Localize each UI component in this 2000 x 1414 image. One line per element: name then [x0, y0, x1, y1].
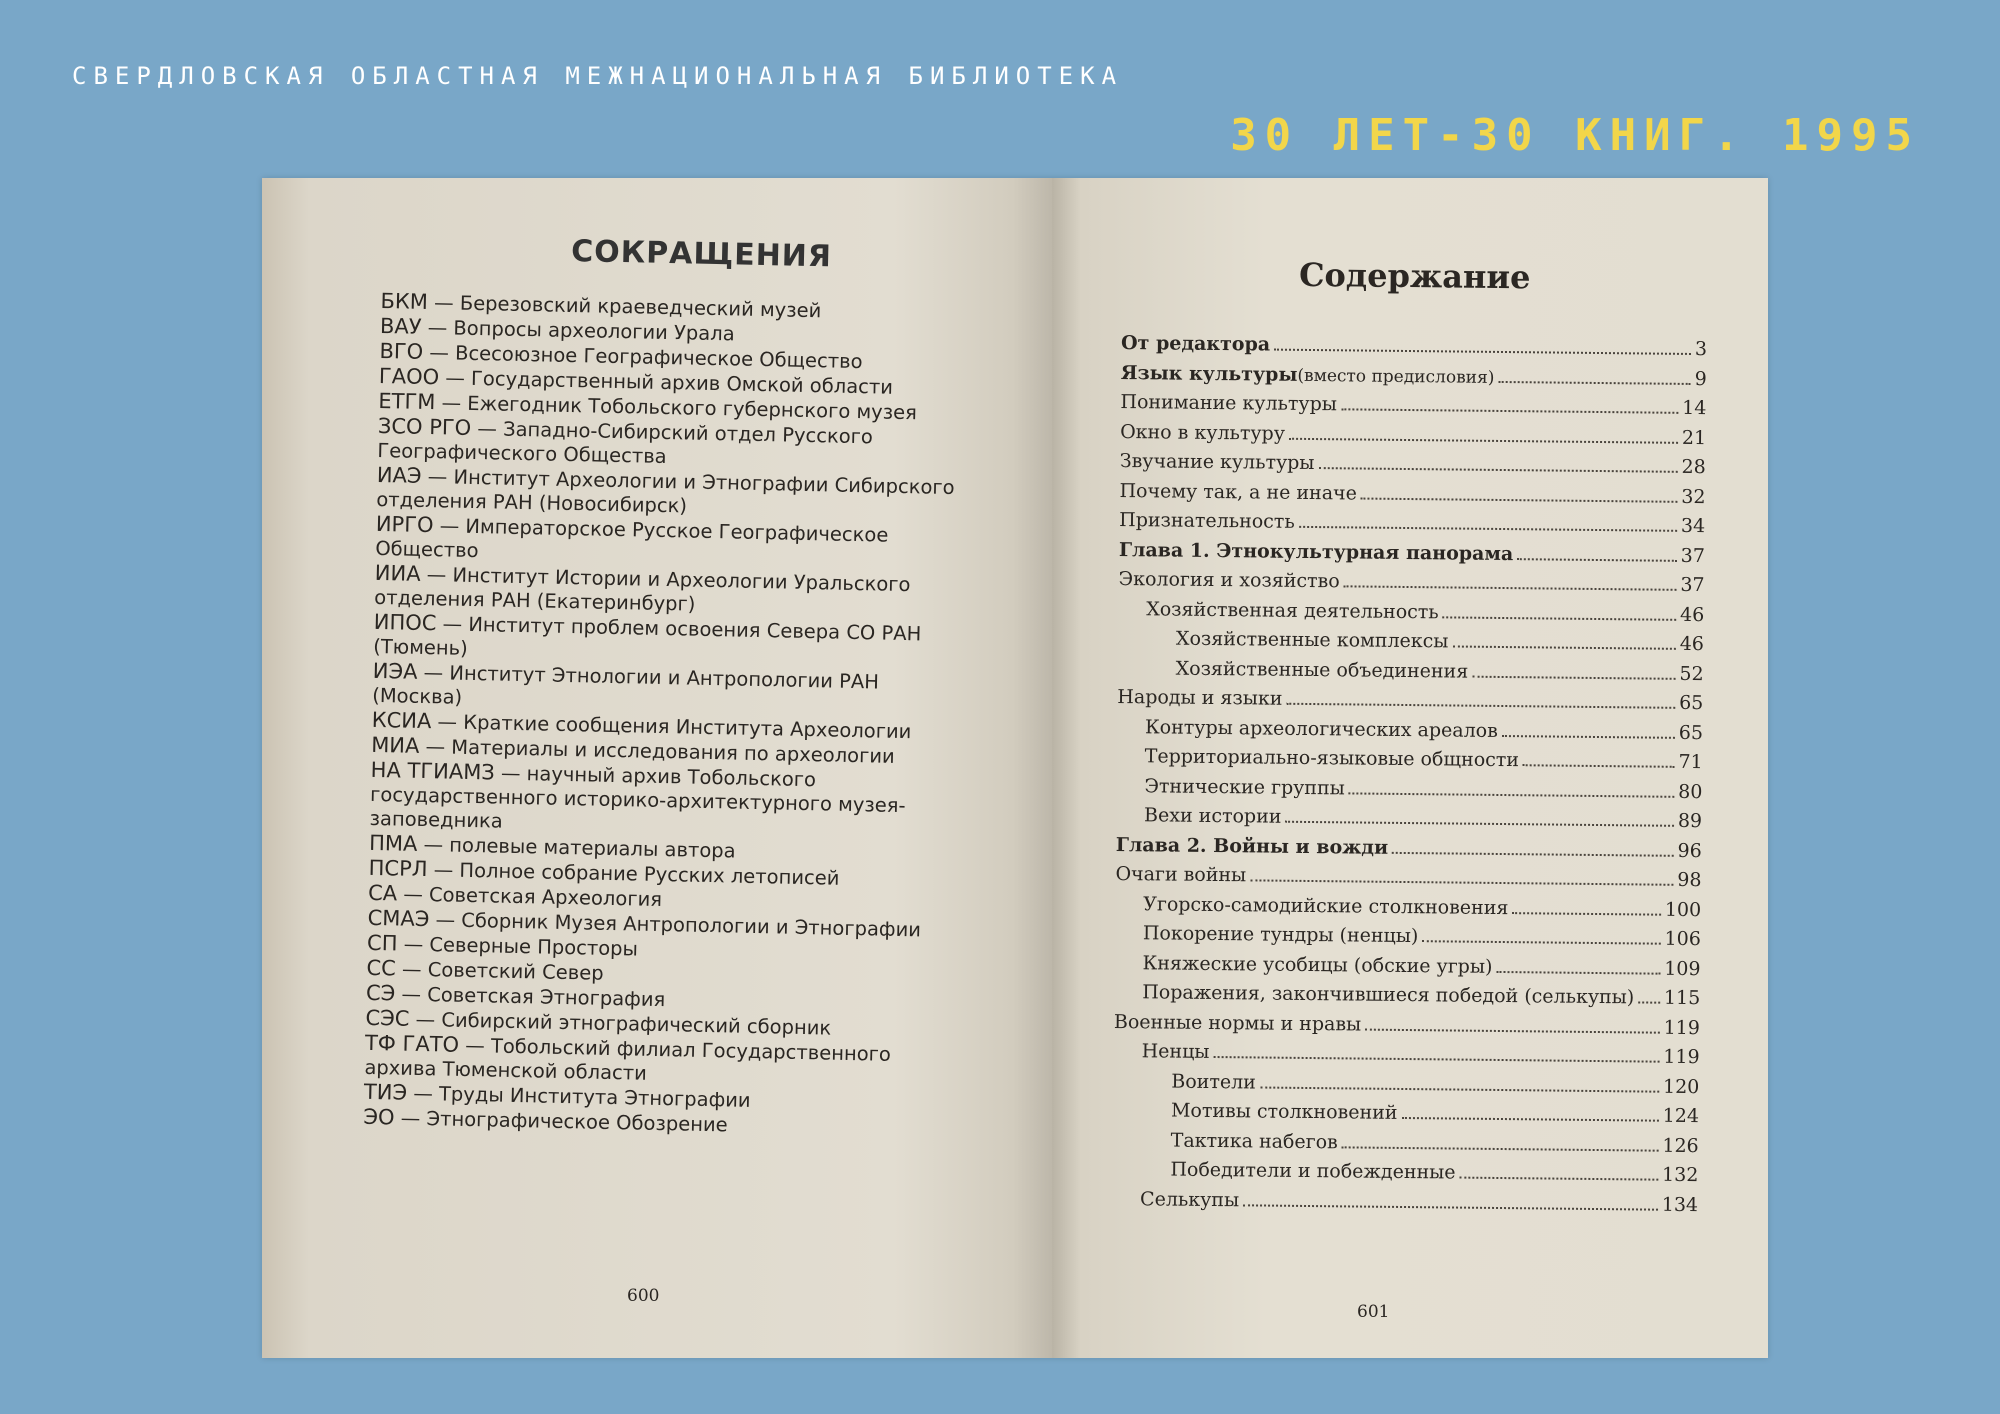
toc-leader-dots	[1392, 851, 1673, 856]
toc-entry-page: 124	[1662, 1104, 1700, 1128]
abbreviation-code: ИИА	[374, 560, 421, 586]
toc-entry-title: Язык культуры	[1120, 361, 1298, 386]
toc-entry-title: Глава 1. Этнокультурная панорама	[1118, 538, 1514, 565]
toc-entry-page: 115	[1663, 986, 1701, 1010]
abbreviation-code: ИПОС	[373, 609, 437, 636]
toc-leader-dots	[1213, 1056, 1659, 1063]
abbreviation-text: — Западно-Сибирский отдел Русского Географического Общества	[377, 417, 874, 469]
abbreviation-text: — Институт Истории и Археологии Уральского отделения РАН (Екатеринбург)	[374, 563, 911, 616]
toc-leader-dots	[1250, 879, 1673, 885]
abbreviations-title: СОКРАЩЕНИЯ	[570, 233, 833, 275]
abbreviation-code: МИА	[370, 732, 420, 758]
toc-entry-page: 65	[1678, 721, 1704, 744]
toc-entry-page: 65	[1679, 691, 1704, 715]
abbreviation-text: — научный архив Тобольского государственного историко-архитектурного музея-заповедника	[369, 761, 906, 833]
abbreviation-entry	[369, 758, 960, 843]
abbreviation-code: СМАЭ	[367, 905, 430, 932]
toc-entry	[1112, 1187, 1698, 1223]
toc-entry-page: 9	[1694, 367, 1707, 390]
toc-leader-dots	[1422, 940, 1660, 944]
toc-entry-title: Хозяйственные объединения	[1175, 657, 1469, 683]
abbreviation-code: ПМА	[368, 830, 418, 856]
toc-entry-title: Покорение тундры (ненцы)	[1142, 922, 1419, 948]
toc-leader-dots	[1443, 616, 1676, 620]
toc-entry-title: Почему так, а не иначе	[1119, 479, 1358, 504]
toc-leader-dots	[1289, 437, 1678, 443]
abbreviation-text: — Императорское Русское Географическое Общество	[375, 514, 889, 563]
abbreviation-code: ЗСО РГО	[377, 413, 472, 440]
toc-leader-dots	[1344, 585, 1677, 590]
toc-leader-dots	[1318, 467, 1677, 473]
abbreviation-code: ИАЭ	[376, 462, 422, 488]
abbreviation-code: ЕТГМ	[378, 388, 436, 415]
toc-entry-page: 34	[1680, 514, 1706, 538]
abbreviation-code: БКМ	[380, 288, 429, 314]
toc-entry-title: Народы и языки	[1117, 685, 1283, 710]
toc-leader-dots	[1286, 703, 1675, 709]
abbreviation-text: — Краткие сообщения Института Археологии	[437, 710, 912, 744]
toc-entry-title: Угорско-самодийские столкновения	[1143, 892, 1509, 919]
toc-entry-page: 96	[1677, 839, 1702, 862]
toc-entry-title: Победители и побежденные	[1170, 1158, 1456, 1184]
toc-leader-dots	[1299, 526, 1677, 532]
toc-leader-dots	[1342, 1146, 1659, 1151]
toc-leader-dots	[1496, 970, 1660, 974]
abbreviation-text: — Ежегодник Тобольского губернского музея	[441, 391, 918, 425]
toc-entry-title: Тактика набегов	[1170, 1129, 1338, 1153]
toc-leader-dots	[1401, 1117, 1658, 1122]
right-page	[1052, 178, 1768, 1358]
toc-entry-title: Очаги войны	[1115, 862, 1247, 887]
toc-entry-title: Хозяйственные комплексы	[1175, 627, 1449, 653]
abbreviation-text: — Сибирский этнографический сборник	[415, 1007, 832, 1040]
toc-entry-title: Звучание культуры	[1119, 449, 1315, 475]
toc-entry-page: 21	[1681, 426, 1707, 449]
toc-entry-page: 126	[1662, 1134, 1699, 1157]
toc-leader-dots	[1285, 821, 1673, 827]
toc-entry-page: 132	[1662, 1163, 1699, 1187]
toc-entry-page: 80	[1678, 780, 1703, 803]
abbreviation-text: — Советский Север	[401, 957, 604, 985]
abbreviation-code: КСИА	[371, 707, 432, 734]
toc-leader-dots	[1349, 792, 1674, 797]
toc-entry-page: 106	[1664, 927, 1701, 951]
toc-leader-dots	[1260, 1086, 1659, 1092]
toc-entry-page: 52	[1679, 662, 1704, 685]
toc-entry-page: 120	[1662, 1075, 1700, 1098]
contents-title: Содержание	[1298, 255, 1531, 297]
toc-entry-page: 32	[1681, 485, 1706, 508]
abbreviation-text: — Полное собрание Русских летописей	[433, 858, 840, 890]
abbreviation-code: ВАУ	[379, 313, 422, 339]
toc-entry-title: Княжеские усобицы (обские угры)	[1142, 951, 1493, 978]
abbreviation-code: ИРГО	[375, 511, 434, 538]
toc-entry-title: Контуры археологических ареалов	[1144, 715, 1499, 742]
abbreviation-text: — Сборник Музея Антропологии и Этнографии	[435, 908, 922, 942]
toc-entry-page: 37	[1680, 544, 1705, 567]
toc-entry-title: Глава 2. Войны и вожди	[1115, 833, 1389, 859]
toc-leader-dots	[1523, 764, 1675, 768]
abbreviation-code: ИЭА	[372, 658, 418, 684]
toc-entry-page: 134	[1661, 1193, 1699, 1216]
toc-entry-title: От редактора	[1120, 331, 1271, 356]
abbreviation-text: — Всесоюзное Географическое Общество	[429, 341, 863, 374]
toc-leader-dots	[1460, 1177, 1659, 1181]
toc-leader-dots	[1498, 380, 1690, 384]
toc-leader-dots	[1341, 408, 1678, 414]
anniversary-title: 30 ЛЕТ-30 КНИГ. 1995	[1230, 110, 1920, 161]
abbreviation-text: — Институт проблем освоения Севера СО РАН (Тюмень)	[373, 612, 922, 660]
toc-entry-title: Экология и хозяйство	[1118, 567, 1340, 593]
toc-entry-title: Этнические группы	[1144, 774, 1345, 799]
toc-entry-page: 119	[1663, 1016, 1701, 1039]
page-number-right: 601	[1357, 1302, 1390, 1322]
toc-entry-title: Территориально-языковые общности	[1144, 745, 1520, 772]
toc-leader-dots	[1638, 1001, 1660, 1003]
toc-leader-dots	[1243, 1204, 1658, 1210]
toc-entry-page: 98	[1677, 868, 1702, 892]
left-page	[262, 178, 1052, 1358]
abbreviation-code: ЭО	[363, 1104, 395, 1130]
abbreviation-text: — Советская Этнография	[401, 982, 666, 1012]
abbreviation-text: — Институт Археологии и Этнографии Сибирского отделения РАН (Новосибирск)	[376, 465, 955, 518]
toc-leader-dots	[1472, 675, 1675, 679]
toc-entry-title: Мотивы столкновений	[1170, 1099, 1398, 1124]
toc-entry-title: Понимание культуры	[1120, 390, 1338, 416]
abbreviation-text: — Государственный архив Омской области	[445, 366, 894, 399]
abbreviation-text: — Советская Археология	[403, 882, 663, 912]
abbreviation-code: ТФ ГАТО	[364, 1030, 460, 1057]
toc-entry-page: 119	[1663, 1045, 1700, 1069]
toc-entry-page: 3	[1694, 338, 1708, 361]
abbreviation-code: ВГО	[379, 338, 424, 364]
library-name: СВЕРДЛОВСКАЯ ОБЛАСТНАЯ МЕЖНАЦИОНАЛЬНАЯ БИБЛИОТЕКА	[72, 62, 1124, 90]
toc-leader-dots	[1517, 558, 1676, 562]
toc-entry-page: 37	[1680, 573, 1705, 597]
toc-entry-page: 28	[1681, 455, 1706, 479]
toc-entry-page: 100	[1664, 898, 1702, 921]
toc-entry-title: Признательность	[1119, 508, 1295, 533]
toc-entry-page: 46	[1679, 632, 1705, 656]
toc-leader-dots	[1365, 1028, 1659, 1033]
toc-entry-page: 71	[1678, 750, 1703, 774]
toc-entry-title: Поражения, закончившиеся победой (селькупы)	[1142, 981, 1635, 1009]
abbreviation-text: — Этнографическое Обозрение	[400, 1106, 728, 1137]
toc-leader-dots	[1512, 912, 1661, 916]
abbreviation-code: СС	[366, 955, 397, 981]
abbreviation-code: СЭ	[365, 980, 396, 1006]
toc-leader-dots	[1361, 497, 1677, 502]
abbreviation-code: ПСРЛ	[368, 855, 428, 882]
abbreviation-text: — полевые материалы автора	[423, 833, 736, 863]
abbreviation-text: — Материалы и исследования по археологии	[425, 735, 895, 768]
toc-entry-title: Хозяйственная деятельность	[1146, 597, 1439, 623]
page-number-left: 600	[627, 1286, 660, 1306]
abbreviation-code: НА ТГИАМЗ	[370, 757, 496, 785]
abbreviation-code: ГАОО	[378, 363, 440, 390]
abbreviation-text: — Березовский краеведческий музей	[433, 291, 822, 323]
toc-entry-title: Ненцы	[1141, 1040, 1210, 1063]
toc-entry-title: Окно в культуру	[1120, 420, 1286, 445]
abbreviation-text: — Институт Этнологии и Антропологии РАН (Москва)	[372, 660, 880, 709]
abbreviation-text: — Труды Института Этнографии	[413, 1081, 751, 1112]
toc-entry-title: Воители	[1171, 1070, 1257, 1093]
toc-entry-page: 109	[1664, 957, 1701, 980]
toc-leader-dots	[1274, 349, 1691, 355]
book-spread	[262, 178, 1768, 1358]
toc-entry-page: 14	[1682, 396, 1707, 420]
abbreviation-text: — Вопросы археологии Урала	[427, 315, 735, 346]
toc-entry-title: Вехи истории	[1144, 804, 1282, 828]
abbreviation-code: ТИЭ	[363, 1079, 408, 1105]
abbreviation-text: — Северные Просторы	[403, 932, 639, 961]
abbreviations-list	[363, 289, 1020, 1143]
toc-entry-note: (вместо предисловия)	[1297, 365, 1495, 388]
toc-leader-dots	[1452, 645, 1675, 649]
toc-entry-page: 46	[1679, 603, 1705, 626]
contents-list	[1112, 332, 1707, 1223]
toc-leader-dots	[1502, 735, 1675, 739]
abbreviation-code: СП	[366, 930, 398, 956]
toc-entry-page: 89	[1677, 809, 1703, 833]
abbreviation-text: — Тобольский филиал Государственного архива Тюменской области	[364, 1033, 892, 1085]
toc-entry-title: Военные нормы и нравы	[1113, 1010, 1362, 1036]
toc-entry-title: Селькупы	[1139, 1187, 1240, 1211]
abbreviation-code: СА	[367, 880, 398, 906]
abbreviation-code: СЭС	[365, 1005, 410, 1031]
